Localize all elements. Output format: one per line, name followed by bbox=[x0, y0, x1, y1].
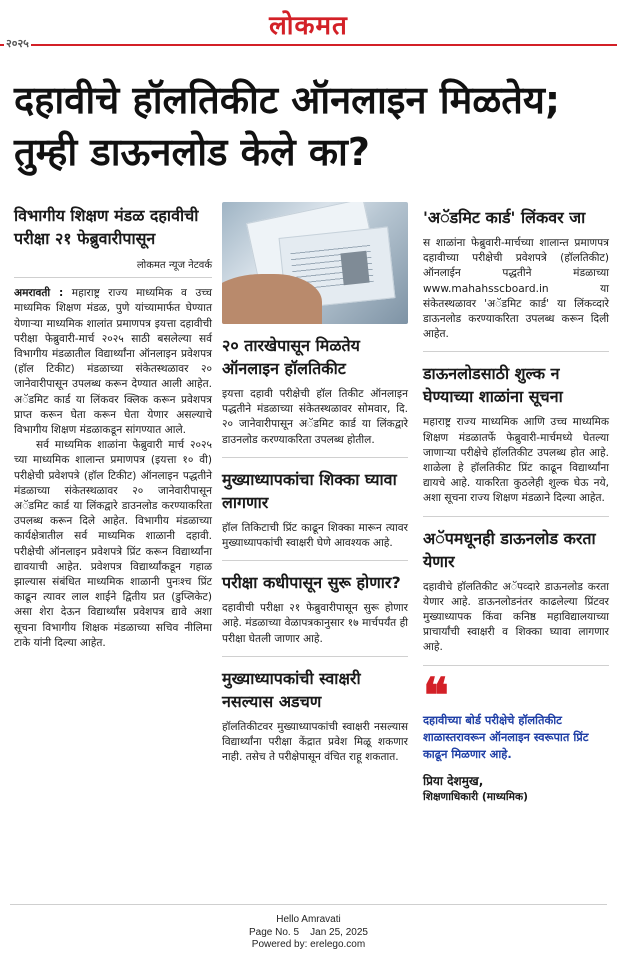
section-text: स शाळांना फेब्रुवारी-मार्चच्या शालान्त प्रमाणपत्र दहावीच्या परीक्षेची प्रवेशपत्रे (हॉलतिकीट) ऑनलाईन पद्धतीने मंडळाच्या www.mahahsscboard.in या संकेतस्थळावर 'अॅडमिट कार्ड' या लिंकव्दारे डाऊनलोड करण्याकरिता उपलब्ध करून दिली आहेत. bbox=[423, 237, 609, 341]
divider bbox=[222, 656, 408, 657]
section-heading: परीक्षा कधीपासून सुरू होणार? bbox=[222, 573, 401, 593]
pull-quote: दहावीच्या बोर्ड परीक्षेचे हॉलतिकीट शाळास्तरावरून ऑनलाइन स्वरूपात प्रिंट काढून मिळणार आहे. bbox=[423, 712, 589, 761]
section-text: दहावीचे हॉलतिकीट अॅपव्दारे डाऊनलोड करता येणार आहे. डाऊनलोडनंतर काढलेल्या प्रिंटवर मुख्याध्यापक किंवा कनिष्ठ महाविद्यालयाच्या प्राचार्यांची स्वाक्षरी व शिक्का घ्यावा लागणार आहे. bbox=[423, 580, 609, 654]
section-text: दहावीची परीक्षा २१ फेब्रुवारीपासून सुरू होणार आहे. मंडळाच्या वेळापत्रकानुसार १७ मार्चपर्यंत ही परीक्षा घेतली जाणार आहे. bbox=[222, 602, 408, 645]
body-paragraph: सर्व माध्यमिक शाळांना फेब्रुवारी मार्च २०२५ च्या माध्यमिक शालान्त प्रमाणपत्र (इयत्ता १० वी) परीक्षेची प्रवेशपत्रे (हॉल टिकीट) ऑनलाइन पद्धतीने मंडळाच्या संकेतस्थळावर २० जानेवारीपासून अॅडमिट कार्ड या लिंकद्वारे डाउनलोड करण्याकरिता उपलब्ध करून दिले आहेत. विभागीय मंडळाच्या कार्यक्षेत्रातील सर्व माध्यमिक शाळानी दहावी. परीक्षेची ऑनलाइन प्रवेशपत्रे प्रिंट करून विद्यार्थ्यांना द्यावयाची आहेत. प्रवेशपत्र विद्यार्थ्यांकडून गहाळ झाल्यास संबंधित माध्यमिक शाळानी पुनःश्च प्रिंट काढून त्यावर लाल शाईने द्वितीय प्रत (डुप्लिकेट) असा शेरा देऊन विद्यार्थ्यांस प्रवेशपत्र द्यावे अशा सूचना विभागीय शिक्षक मंडळाच्या सचिव नीलिमा टाके यांनी दिल्या आहेत. bbox=[14, 439, 212, 649]
quote-author: प्रिया देशमुख, bbox=[423, 773, 484, 788]
section-text: महाराष्ट्र राज्य माध्यमिक आणि उच्च माध्यमिक शिक्षण मंडळातर्फे फेब्रुवारी-मार्चमध्ये घेतल्या जाणाऱ्या परीक्षेचे हॉलतिकीट उपलब्ध होत आहे. शाळेला हे हॉलतिकीट प्रिंट काढून विद्यार्थ्यांना द्यायचे आहे. याकरिता कुठलेही शुल्क घेऊ नये, अशा सूचना राज्य शिक्षण मंडळाने दिल्या आहेत. bbox=[423, 416, 609, 505]
quote-author-role: शिक्षणाधिकारी (माध्यमिक) bbox=[423, 790, 528, 803]
hall-ticket-photo bbox=[222, 202, 408, 324]
section-heading: डाऊनलोडसाठी शुल्क न घेण्याच्या शाळांना सूचना bbox=[423, 364, 563, 407]
masthead bbox=[0, 0, 617, 50]
footer-divider bbox=[10, 904, 607, 905]
footer-edition: Hello Amravati bbox=[276, 914, 341, 925]
section-text: इयत्ता दहावी परीक्षेची हॉल तिकीट ऑनलाइन पद्धतीने मंडळाच्या संकेतस्थळावर सोमवार, दि. २० जानेवारीपासून अॅडमिट कार्ड या लिंकद्वारे डाउनलोड करण्याकरिता उपलब्ध होतील. bbox=[222, 388, 408, 446]
column-left bbox=[14, 204, 212, 651]
section-heading: 'अॅडमिट कार्ड' लिंकवर जा bbox=[423, 208, 586, 227]
byline: लोकमत न्यूज नेटवर्क bbox=[14, 258, 212, 278]
section-heading: मुख्याध्यापकांचा शिक्का घ्यावा लागणार bbox=[222, 469, 397, 512]
section-heading: २० तारखेपासून मिळतेय ऑनलाइन हॉलतिकीट bbox=[222, 336, 360, 378]
lead-paragraph bbox=[14, 286, 212, 438]
footer-powered-by: Powered by: erelego.com bbox=[251, 939, 366, 950]
divider bbox=[222, 560, 408, 561]
divider bbox=[423, 351, 609, 352]
footer-page-date: Page No. 5 Jan 25, 2025 bbox=[249, 926, 368, 938]
section-heading: मुख्याध्यापकांची स्वाक्षरी नसल्यास अडचण bbox=[222, 668, 361, 711]
headline: दहावीचे हॉलतिकीट ऑनलाइन मिळतेय; तुम्ही डाऊनलोड केले का? bbox=[14, 78, 561, 174]
divider bbox=[423, 665, 609, 666]
lead-paragraph-text: महाराष्ट्र राज्य माध्यमिक व उच्च माध्यमिक शिक्षण मंडळ, पुणे यांच्यामार्फत घेण्यात येणाऱ्या माध्यमिक शालांत प्रमाणपत्र इयत्ता दहावीची परीक्षा फेब्रुवारी-मार्च २०२५ साठी बसलेल्या सर्व विभागीय मंडळातील विद्यार्थ्यांना ऑनलाइन प्रवेशपत्र (हॉल टिकीट) मंडळाच्या संकेतस्थळावर २० जानेवारीपासून उपलब्ध करून देण्यात आली आहेत. अॅडमिट कार्ड या लिंकवर क्लिक करून प्रवेशपत्र प्राप्त करून घेता करून घेता येणार असल्याचे विभागीय शिक्षण मंडळाकडून सांगण्यात आले. bbox=[14, 287, 212, 437]
photo-portrait bbox=[340, 251, 369, 286]
column-middle bbox=[222, 202, 408, 765]
divider bbox=[222, 457, 408, 458]
quote-mark-icon: ❝ bbox=[423, 667, 449, 724]
photo-hand bbox=[222, 274, 322, 324]
section-text: हॉलतिकीटवर मुख्याध्यापकांची स्वाक्षरी नसल्यास विद्यार्थ्यांना परीक्षा केंद्रात प्रवेश मिळू शकणार नाही. तसेच ते परीक्षेपासून वंचित राहू शकतात. bbox=[222, 720, 408, 764]
page-footer bbox=[0, 914, 617, 952]
dateline: अमरावती : bbox=[14, 287, 64, 300]
section-text: हॉल तिकिटाची प्रिंट काढून शिक्का मारून त्यावर मुख्याध्यापकांची स्वाक्षरी घेणे आवश्यक आहे. bbox=[222, 521, 408, 550]
subheadline: विभागीय शिक्षण मंडळ दहावीची परीक्षा २१ फेब्रुवारीपासून bbox=[14, 206, 199, 248]
corner-label: २०२५ bbox=[6, 37, 29, 50]
divider bbox=[423, 516, 609, 517]
newspaper-logo: लोकमत bbox=[269, 11, 348, 41]
section-heading: अॅपमधूनही डाऊनलोड करता येणार bbox=[423, 528, 596, 571]
column-right bbox=[423, 206, 609, 805]
